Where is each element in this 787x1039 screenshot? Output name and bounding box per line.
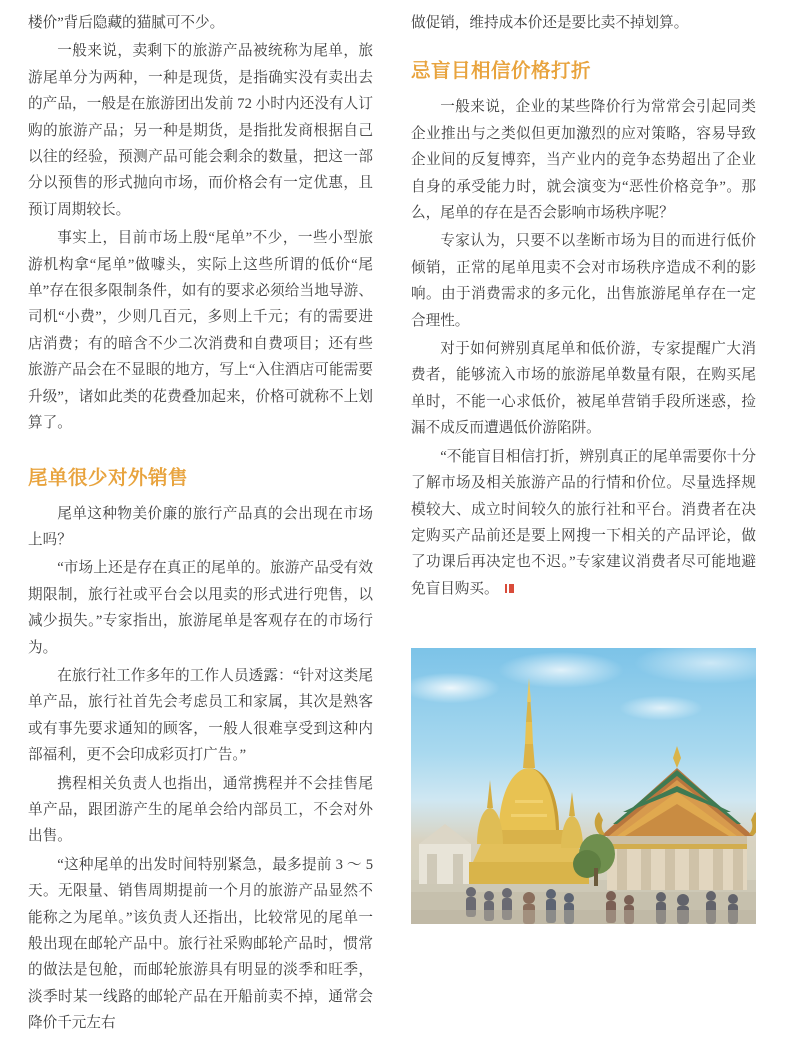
- paragraph: 一般来说，卖剩下的旅游产品被统称为尾单，旅游尾单分为两种，一种是现货，是指确实没有卖出去的产品，一般是在旅游团出发前 72 小时内还没有人订购的旅游产品；另一种是期货，是指批发商根据自己以往的经验，预测产品可能会剩余的数量，把这一部分以预售的形式抛向市场，而价格会有一定优惠，且预订周期较长。: [28, 43, 373, 218]
- left-column: [28, 10, 373, 1039]
- paragraph: “这种尾单的出发时间特别紧急，最多提前 3 ～ 5 天。无限量、销售周期提前一个月的旅游产品显然不能称之为尾单。”该负责人还指出，比较常见的尾单一般出现在邮轮产品中。旅行社采购邮轮产品时，惯常的做法是包舱，而邮轮旅游具有明显的淡季和旺季，淡季时某一线路的邮轮产品在开船前卖不掉，通常会降价千元左右: [28, 856, 373, 1032]
- temple-illustration: [411, 648, 756, 924]
- paragraph: 在旅行社工作多年的工作人员透露：“针对这类尾单产品，旅行社首先会考虑员工和家属，其次是熟客或有事先要求通知的顾客，一般人很难享受到这种内部福利，更不会印成彩页打广告。”: [28, 667, 373, 764]
- paragraph: 尾单这种物美价廉的旅行产品真的会出现在市场上吗？: [28, 505, 373, 548]
- paragraph: 对于如何辨别真尾单和低价游，专家提醒广大消费者，能够流入市场的旅游尾单数量有限，在购买尾单时，不能一心求低价，被尾单营销手段所迷惑，捡漏不成反而遭遇低价游陷阱。: [411, 341, 756, 437]
- paragraph-final: [411, 444, 756, 602]
- paragraph-text: “不能盲目相信打折，辨别真正的尾单需要你十分了解市场及相关旅游产品的行情和价位。尽量选择规模较大、成立时间较久的旅行社和平台。消费者在决定购买产品前还是要上网搜一下相关的产品评论，做了功课后再决定也不迟。”专家建议消费者尽可能地避免盲目购买。: [411, 448, 756, 597]
- two-column-layout: [28, 10, 759, 1039]
- section-heading-left: 尾单很少对外销售: [28, 466, 189, 489]
- paragraph: 专家认为，只要不以垄断市场为目的而进行低价倾销，正常的尾单甩卖不会对市场秩序造成不利的影响。由于消费需求的多元化，出售旅游尾单存在一定合理性。: [411, 233, 756, 329]
- paragraph: 楼价”背后隐藏的猫腻可不少。: [28, 15, 225, 31]
- paragraph: 做促销，维持成本价还是要比卖不掉划算。: [411, 15, 689, 31]
- temple-photo: [411, 648, 756, 924]
- paragraph: 一般来说，企业的某些降价行为常常会引起同类企业推出与之类似但更加激烈的应对策略，容易导致企业间的反复博弈，当产业内的竞争态势超出了企业自身的承受能力时，就会演变为“恶性价格竞争”。那么，尾单的存在是否会影响市场秩序呢？: [411, 99, 756, 222]
- right-column: [411, 10, 756, 924]
- paragraph: 携程相关负责人也指出，通常携程并不会挂售尾单产品，跟团游产生的尾单会给内部员工，不会对外出售。: [28, 775, 373, 845]
- end-of-article-mark: [505, 584, 514, 593]
- paragraph: “市场上还是存在真正的尾单的。旅游产品受有效期限制，旅行社或平台会以甩卖的形式进行兜售，以减少损失。”专家指出，旅游尾单是客观存在的市场行为。: [28, 560, 373, 656]
- section-heading-right: 忌盲目相信价格打折: [411, 60, 592, 83]
- paragraph: 事实上，目前市场上殷“尾单”不少，一些小型旅游机构拿“尾单”做噱头，实际上这些所谓的低价“尾单”存在很多限制条件，如有的要求必须给当地导游、司机“小费”，少则几百元，多则上千元；有的需要进店消费；有的暗含不少二次消费和自费项目；还有些旅游产品会在不显眼的地方，写上“入住酒店可能需要升级”，诸如此类的花费叠加起来，价格可就称不上划算了。: [28, 230, 373, 432]
